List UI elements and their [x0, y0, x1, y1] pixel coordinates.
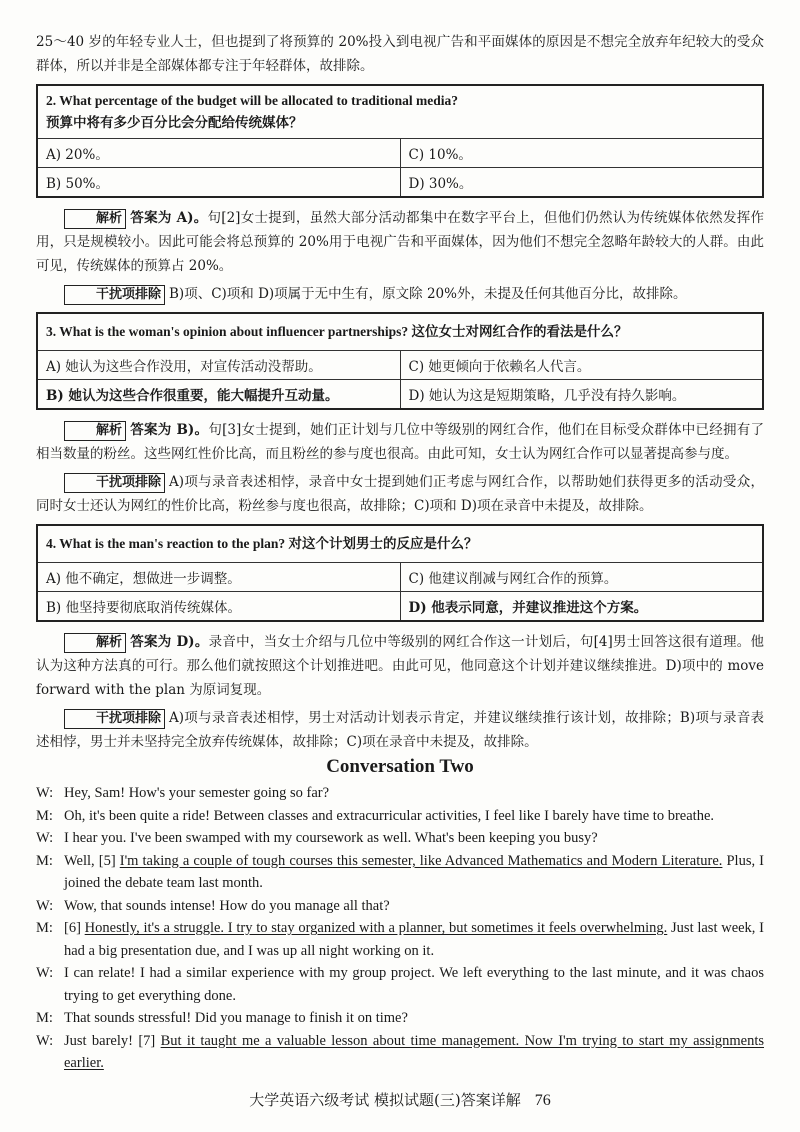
dialogue-marker: [7]	[138, 1032, 156, 1049]
option-c: C) 10%。	[400, 139, 763, 168]
option-d: D) 30%。	[400, 168, 763, 198]
intro-paragraph: 25～40 岁的年轻专业人士，但也提到了将预算的 20%投入到电视广告和平面媒体的原因是不想完全放弃年纪较大的受众群体，所以并非是全部媒体都专注于年轻群体，故排除。	[36, 34, 764, 74]
option-d: D) 他表示同意，并建议推进这个方案。	[400, 592, 763, 622]
dialogue-text	[64, 917, 764, 962]
question-2-en: 2. What percentage of the budget will be allocated to traditional media?	[46, 93, 458, 108]
answer-label: 答案为 D)。	[130, 634, 209, 650]
question-4-analysis	[36, 630, 764, 702]
dialogue-before: That sounds stressful! Did you manage to finish it on time?	[64, 1010, 408, 1026]
analysis-tag: 解析	[64, 421, 126, 441]
dialogue-line	[36, 1030, 764, 1075]
dialogue-before: Hey, Sam! How's your semester going so far?	[64, 785, 330, 801]
dialogue-underlined: I'm taking a couple of tough courses this semester, like Advanced Mathematics and Modern Literature.	[119, 852, 723, 869]
question-2-table	[36, 84, 764, 198]
answer-label: 答案为 B)。	[130, 422, 209, 438]
question-3-header: 3. What is the woman's opinion about influencer partnerships? 这位女士对网红合作的看法是什么？	[37, 313, 763, 351]
question-4-distractor	[36, 706, 764, 754]
dialogue-before: Wow, that sounds intense! How do you manage all that?	[64, 897, 390, 914]
page-number: 76	[534, 1092, 551, 1109]
option-c: C) 他建议削减与网红合作的预算。	[400, 563, 763, 592]
dialogue-before: Oh, it's been quite a ride! Between classes and extracurricular activities, I feel like I barely have time to breathe.	[64, 807, 715, 824]
dialogue-text	[64, 850, 764, 895]
option-b: B) 他坚持要彻底取消传统媒体。	[37, 592, 400, 622]
dialogue-line	[36, 917, 764, 962]
dialogue-before: Well,	[64, 852, 95, 869]
dialogue-text	[64, 1030, 764, 1075]
dialogue-before: Just barely!	[64, 1032, 133, 1049]
distractor-tag: 干扰项排除	[64, 285, 165, 305]
section-title: Conversation Two	[326, 756, 474, 777]
page-footer	[0, 1089, 800, 1110]
speaker-label: M:	[36, 807, 53, 824]
dialogue-line	[36, 782, 764, 805]
dialogue-before: I hear you. I've been swamped with my coursework as well. What's been keeping you busy?	[64, 830, 598, 846]
speaker-label: W:	[36, 897, 54, 914]
dialogue-marker: [6]	[64, 920, 81, 936]
distractor-tag: 干扰项排除	[64, 709, 165, 729]
speaker-label: W:	[36, 830, 54, 846]
analysis-text: 句[3]女士提到，她们正计划与几位中等级别的网红合作，他们在目标受众群体中已经拥有了相当数量的粉丝。这些网红性价比高，而且粉丝的参与度也很高。由此可知，女士认为网红合作可以显著提高参与度。	[36, 422, 765, 462]
page-content	[36, 30, 764, 1075]
dialogue-text	[64, 782, 764, 805]
question-2-header	[37, 85, 763, 139]
speaker-label: M:	[36, 1010, 53, 1026]
option-b: B) 她认为这些合作很重要，能大幅提升互动量。	[37, 380, 400, 410]
option-c: C) 她更倾向于依赖名人代言。	[400, 351, 763, 380]
question-2-analysis	[36, 206, 764, 278]
dialogue-text	[64, 827, 764, 850]
conversation-transcript	[36, 782, 764, 1075]
speaker-label: M:	[36, 852, 53, 869]
dialogue-line	[36, 827, 764, 850]
question-3-distractor	[36, 470, 764, 518]
question-4-header: 4. What is the man's reaction to the plan? 对这个计划男士的反应是什么？	[37, 525, 763, 563]
dialogue-line	[36, 895, 764, 918]
dialogue-text	[64, 1007, 764, 1030]
dialogue-after: Just last week, I had a big presentation due, and I was up all night working on it.	[64, 920, 765, 959]
analysis-text: 录音中，当女士介绍与几位中等级别的网红合作这一计划后，句[4]男士回答这很有道理。他认为这种方法真的可行。那么他们就按照这个计划推进吧。由此可见，他同意这个计划并建议继续推进。D)项中的 move forward with the plan 为原词复现。	[36, 634, 765, 698]
option-d: D) 她认为这是短期策略，几乎没有持久影响。	[400, 380, 763, 410]
speaker-label: W:	[36, 785, 54, 801]
footer-title: 大学英语六级考试 模拟试题(三)答案详解	[249, 1091, 521, 1109]
dialogue-line	[36, 1007, 764, 1030]
distractor-tag: 干扰项排除	[64, 473, 165, 493]
distractor-text: A)项与录音表述相悖，男士对活动计划表示肯定，并建议继续推行该计划，故排除；B)项与录音表述相悖，男士并未坚持完全放弃传统媒体，故排除；C)项在录音中未提及，故排除。	[36, 710, 764, 750]
option-b: B) 50%。	[37, 168, 400, 198]
dialogue-line	[36, 850, 764, 895]
analysis-tag: 解析	[64, 633, 126, 653]
speaker-label: W:	[36, 965, 54, 981]
question-4-table	[36, 524, 764, 622]
distractor-text: B)项、C)项和 D)项属于无中生有，原文除 20%外，未提及任何其他百分比，故排除。	[169, 286, 687, 302]
option-a: A) 他不确定，想做进一步调整。	[37, 563, 400, 592]
speaker-label: M:	[36, 920, 53, 936]
question-3-table	[36, 312, 764, 410]
dialogue-text	[64, 895, 764, 918]
question-3-analysis	[36, 418, 764, 466]
option-a: A) 20%。	[37, 139, 400, 168]
analysis-tag: 解析	[64, 209, 126, 229]
dialogue-line	[36, 805, 764, 828]
dialogue-line	[36, 962, 764, 1007]
dialogue-text	[64, 805, 764, 828]
dialogue-after: Plus, I joined the debate team last month.	[64, 852, 764, 891]
answer-label: 答案为 A)。	[130, 210, 208, 226]
option-a: A) 她认为这些合作没用，对宣传活动没帮助。	[37, 351, 400, 380]
dialogue-underlined: But it taught me a valuable lesson about time management. Now I'm trying to start my assignments earlier.	[64, 1032, 764, 1071]
question-2-zh: 预算中将有多少百分比会分配给传统媒体？	[46, 115, 303, 130]
question-2-distractor	[36, 282, 764, 306]
dialogue-underlined: Honestly, it's a struggle. I try to stay organized with a planner, but sometimes it feels overwhelming.	[84, 920, 668, 936]
distractor-text: A)项与录音表述相悖，录音中女士提到她们正考虑与网红合作，以帮助她们获得更多的活动受众，同时女士还认为网红的性价比高，粉丝参与度也很高，故排除；C)项和 D)项在录音中未提及，故排除。	[36, 474, 764, 514]
dialogue-marker: [5]	[98, 852, 116, 869]
speaker-label: W:	[36, 1032, 54, 1049]
analysis-text: 句[2]女士提到，虽然大部分活动都集中在数字平台上，但他们仍然认为传统媒体依然发挥作用，只是规模较小。因此可能会将总预算的 20%用于电视广告和平面媒体，因为他们不想完全忽略年龄较大的人群。由此可见，传统媒体的预算占 20%。	[36, 210, 765, 274]
dialogue-before: I can relate! I had a similar experience with my group project. We left everything to the last minute, and it was chaos trying to get everything done.	[64, 965, 764, 1004]
dialogue-text	[64, 962, 764, 1007]
